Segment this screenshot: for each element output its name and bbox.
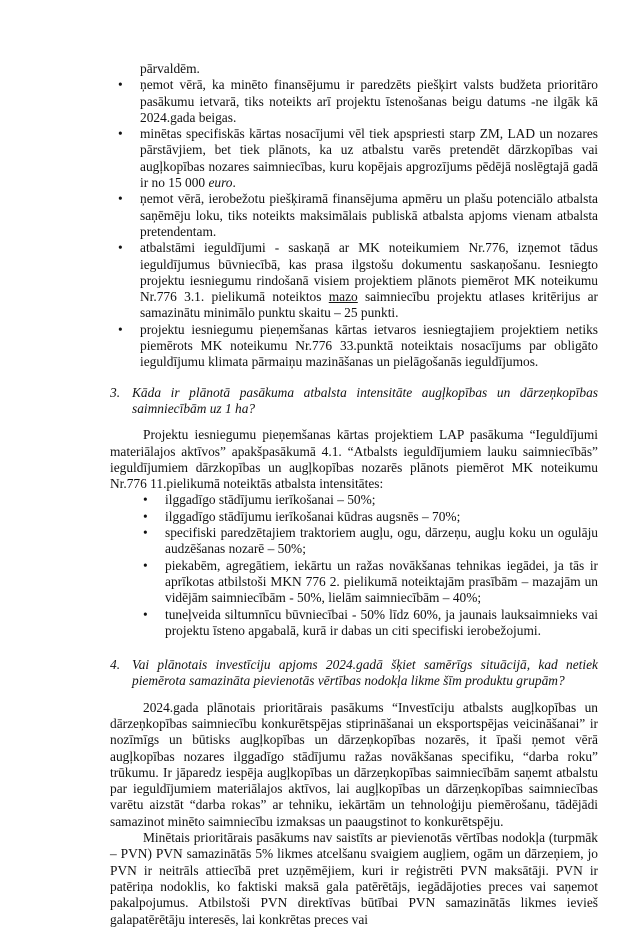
text: atbalstāmi ieguldījumi - saskaņā ar MK noteikumiem Nr.776, izņemot tādus ieguldījumus būvniecībā, kas prasa ilgstošu dokumentu saskaņošanu. Iesniegto projektu iesniegumu rindošanā visiem projektiem plānots piemērot MK noteikumu Nr.776 3.1. pielikumā noteiktos [140, 240, 598, 305]
list-item: • tuneļveida siltumnīcu būvniecībai - 50% līdz 60%, ja jaunais lauksaimnieks vai projektu īsteno apgabalā, kurā ir dabas un citi specifiski ierobežojumi. [165, 607, 598, 640]
list-item [140, 126, 598, 191]
text: . [232, 175, 236, 191]
text-euro: euro [208, 175, 233, 191]
list-item: • piekabēm, agregātiem, iekārtu un ražas novākšanas tehnikas iegādei, ja tās ir aprīkotas atbilstoši MKN 776 2. pielikumā noteiktajām prasībām – mazajām un vidējām saimniecībām - 50%, lielām saimniecībām – 40%; [165, 558, 598, 607]
intro-tail: pārvaldēm. [140, 61, 200, 76]
answer-4 [110, 700, 598, 928]
question-text: Vai plānotais investīciju apjoms 2024.gadā šķiet samērīgs situācijā, kad netiek piemērota samazināta pievienotās vērtības nodokļa likme šīm produktu grupām? [132, 657, 598, 689]
list-item: • ilggadīgo stādījumu ierīkošanai – 50%; [165, 492, 598, 508]
question-3 [110, 385, 598, 418]
list-item: • projektu iesniegumu pieņemšanas kārtas ietvaros iesniegtajiem projektiem netiks piemērots MK noteikumu Nr.776 33.punktā noteiktais nosacījums par obligāto ieguldījumu klimata pārmaiņu mazināšanas un pielāgošanās ieguldījumos. [140, 322, 598, 371]
list-item: • ilggadīgo stādījumu ierīkošanai kūdras augsnēs – 70%; [165, 509, 598, 525]
question-text: Kāda ir plānotā pasākuma atbalsta intensitāte augļkopības un dārzeņkopības saimniecībām uz 1 ha? [132, 384, 598, 416]
paragraph: 2024.gada plānotais prioritārais pasākums “Investīciju atbalsts augļkopības un dārzeņkopības saimniecību konkurētspējas stiprināšanai un eksportspējas veicināšanai” ir nozīmīgs un būtisks augļkopības un dārzeņkopības nozarēs, it īpaši ņemot vērā augļkopības nozares ilggadīgo stādījumu ražas novākšanas specifiku, “darba roku” trūkumu. Ir jāparedz iespēja augļkopības un dārzeņkopības saimniecībām saņemt atbalstu par ieguldījumiem materiālajos aktīvos, lai augļkopības un dārzeņkopības saimniecības varētu aizstāt “darba rokas” ar tehniku, iekārtām un tehnoloģiju piemērošanu, tādējādi samazinot minēto saimniecību izmaksas un paaugstinot to konkurētspēju. [110, 699, 598, 829]
list-item: • ņemot vērā, ka minēto finansējumu ir paredzēts piešķirt valsts budžeta prioritāro pasākumu ietvarā, tiks noteikts arī projektu īstenošanas beigu datums -ne ilgāk kā 2024.gada beigas. [140, 77, 598, 126]
underlined-text: mazo [328, 289, 358, 305]
paragraph: Minētais prioritārais pasākums nav saistīts ar pievienotās vērtības nodokļa (turpmāk – PVN) PVN samazinātās 5% likmes atcelšanu svaigiem augļiem, ogām un dārzeņiem, jo PVN ir neitrāls attiecībā pret uzņēmējiem, kuri ir reģistrēti PVN maksātāji. PVN ir patēriņa nodoklis, ko faktiski maksā gala patērētājs, iegādājoties preces vai saņemot pakalpojumus. Atbilstoši PVN direktīvas būtībai PVN samazinātās likmes ievieš galapatērētāju interesēs, lai konkrētas preces vai [110, 830, 598, 927]
list-item [140, 240, 598, 321]
text: saimniecību projektu atlases kritērijus ar samazinātu minimālo punktu skaitu – 25 punkti. [140, 289, 598, 321]
text: minētas specifiskās kārtas nosacījumi vēl tiek apspriesti starp ZM, LAD un nozares pārstāvjiem, bet tiek plānots, ka uz atbalstu varēs pretendēt dārzkopības vai augļkopības nozares saimniecības, kuru kopējais apgrozījums pēdējā noslēgtajā gadā ir no 15 000 [140, 126, 598, 191]
list-item: • ņemot vērā, ierobežotu piešķiramā finansējuma apmēru un plašu potenciālo atbalsta saņēmēju loku, tiks noteikts maksimālais publiskā atbalsta apjoms vienam atbalsta pretendentam. [140, 191, 598, 240]
list-item: • specifiski paredzētajiem traktoriem augļu, ogu, dārzeņu, augļu koku un ogulāju audzēšanas nozarē – 50%; [165, 525, 598, 558]
question-4 [110, 657, 598, 690]
question-number: 3. [110, 384, 121, 400]
conditions-list [140, 77, 598, 370]
question-number: 4. [110, 657, 121, 673]
paragraph: Projektu iesniegumu pieņemšanas kārtas projektiem LAP pasākuma “Ieguldījumi materiālajos aktīvos” apakšpasākumā 4.1. “Atbalsts ieguldījumiem lauku saimniecībās” ieguldījumiem dārzkopības un augļkopības nozarēs plānots piemērot MK noteikumu Nr.776 11.pielikumā noteiktās atbalsta intensitātes: [110, 427, 598, 492]
intensity-list [165, 492, 598, 639]
answer-3 [110, 427, 598, 492]
